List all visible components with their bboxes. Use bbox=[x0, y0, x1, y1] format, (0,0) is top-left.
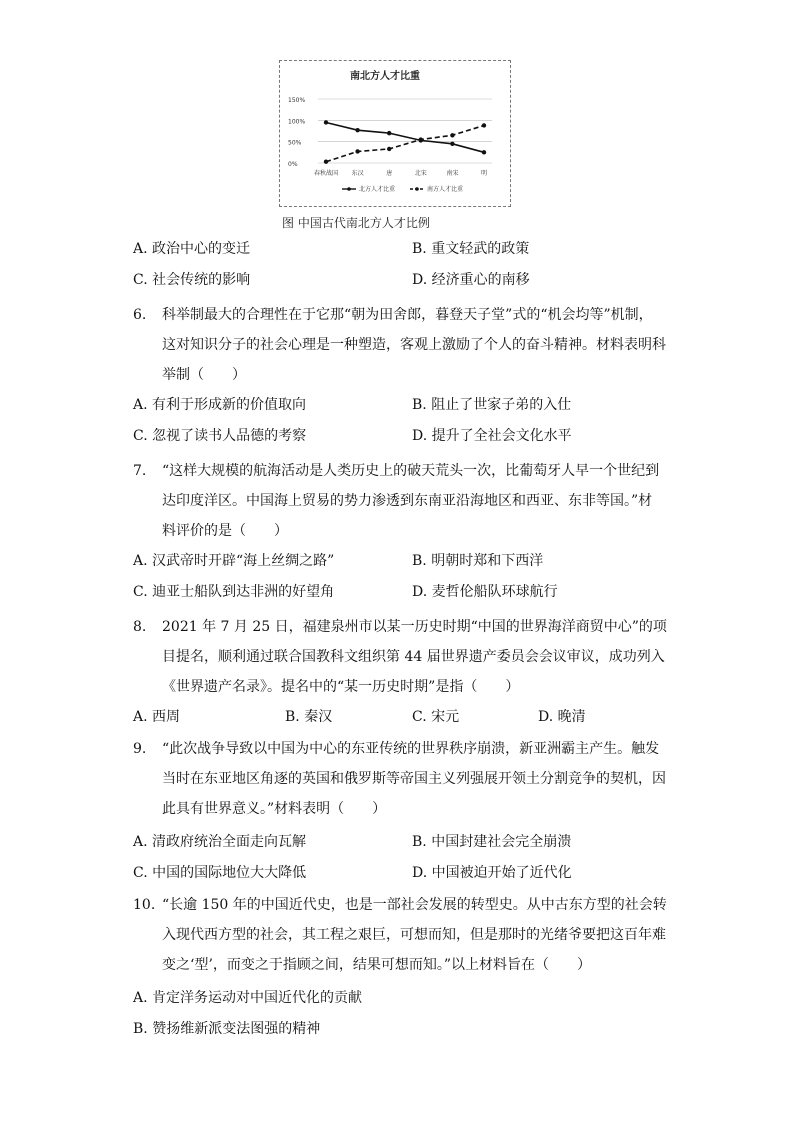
q10-option-a[interactable]: A. 肯定洋务运动对中国近代化的贡献 bbox=[133, 990, 363, 1006]
series-2-point bbox=[355, 149, 359, 153]
q9-number: 9. bbox=[133, 741, 147, 757]
q6-number: 6. bbox=[133, 307, 147, 323]
q8-number: 8. bbox=[133, 619, 147, 635]
q9-option-a[interactable]: A. 清政府统治全面走向瓦解 bbox=[133, 834, 307, 850]
q7-line-1: “这样大规模的航海活动是人类历史上的破天荒头一次，比葡萄牙人早一个世纪到 bbox=[162, 463, 660, 479]
q8-option-d[interactable]: D. 晚清 bbox=[538, 709, 586, 725]
q7-line-2: 达印度洋区。中国海上贸易的势力渗透到东南亚沿海地区和西亚、东非等国。”材 bbox=[162, 493, 653, 509]
q7-option-c[interactable]: C. 迪亚士船队到达非洲的好望角 bbox=[133, 584, 335, 600]
series-1-point bbox=[450, 142, 454, 146]
series-2-point bbox=[324, 160, 328, 164]
q10-line-2: 入现代西方型的社会，其工程之艰巨，可想而知，但是那时的光绪爷要把这百年难 bbox=[162, 927, 666, 943]
q7-option-d[interactable]: D. 麦哲伦船队环球航行 bbox=[412, 584, 558, 600]
q9-stem bbox=[162, 734, 666, 824]
chart-caption: 图 中国古代南北方人才比例 bbox=[282, 216, 430, 230]
q9-option-c[interactable]: C. 中国的国际地位大大降低 bbox=[133, 865, 307, 881]
talent-ratio-chart bbox=[279, 60, 511, 207]
legend-marker-1 bbox=[347, 187, 351, 191]
series-1-point bbox=[482, 150, 486, 154]
q8-option-c[interactable]: C. 宋元 bbox=[412, 709, 460, 725]
x-tick-label: 东汉 bbox=[351, 170, 364, 177]
q6-line-3: 举制（ ） bbox=[162, 367, 246, 383]
q5-option-b[interactable]: B. 重文轻武的政策 bbox=[412, 241, 530, 257]
y-tick-label: 150% bbox=[288, 97, 306, 104]
series-2-point bbox=[419, 137, 423, 141]
x-tick-label: 明 bbox=[480, 170, 488, 177]
legend-label-2: 南方人才比重 bbox=[427, 186, 464, 193]
q9-line-3: 此具有世界意义。”材料表明（ ） bbox=[162, 801, 387, 817]
q7-line-3: 料评价的是（ ） bbox=[162, 523, 288, 539]
q8-stem bbox=[162, 612, 667, 702]
q10-stem bbox=[162, 890, 667, 980]
q7-option-a[interactable]: A. 汉武帝时开辟“海上丝绸之路” bbox=[133, 553, 335, 569]
y-tick-label: 100% bbox=[288, 118, 306, 126]
q8-option-b[interactable]: B. 秦汉 bbox=[285, 709, 333, 725]
q9-option-d[interactable]: D. 中国被迫开始了近代化 bbox=[412, 865, 572, 881]
series-line-1 bbox=[326, 122, 484, 152]
q9-line-2: 当时在东亚地区角逐的英国和俄罗斯等帝国主义列强展开领土分割竞争的契机，因 bbox=[162, 771, 666, 787]
q7-stem bbox=[162, 456, 662, 546]
q7-option-b[interactable]: B. 明朝时郑和下西洋 bbox=[412, 553, 544, 569]
q10-option-b[interactable]: B. 赞扬维新派变法图强的精神 bbox=[133, 1021, 321, 1037]
series-1-point bbox=[324, 120, 328, 124]
series-line-2 bbox=[326, 125, 484, 161]
q7-number: 7. bbox=[133, 463, 147, 479]
q10-line-3: 变之‘型’，而变之于指顾之间，结果可想而知。”以上材料旨在（ ） bbox=[162, 957, 592, 973]
y-tick-label: 0% bbox=[288, 161, 298, 168]
q10-line-1: “长逾 150 年的中国近代史，也是一部社会发展的转型史。从中古东方型的社会转 bbox=[162, 897, 667, 913]
q5-option-c[interactable]: C. 社会传统的影响 bbox=[133, 272, 251, 288]
q8-line-1: 2021 年 7 月 25 日，福建泉州市以某一历史时期“中国的世界海洋商贸中心”的项 bbox=[162, 619, 667, 635]
series-2-point bbox=[387, 147, 391, 151]
q6-option-b[interactable]: B. 阻止了世家子弟的入仕 bbox=[412, 397, 572, 413]
q8-line-2: 目提名，顺利通过联合国教科文组织第 44 届世界遗产委员会会议审议，成功列入 bbox=[162, 649, 665, 665]
x-tick-label: 春秋战国 bbox=[313, 170, 339, 177]
series-1-point bbox=[387, 131, 391, 135]
q5-option-a[interactable]: A. 政治中心的变迁 bbox=[133, 241, 251, 257]
chart-svg bbox=[280, 61, 510, 206]
q6-option-d[interactable]: D. 提升了全社会文化水平 bbox=[412, 428, 572, 444]
q8-option-a[interactable]: A. 西周 bbox=[133, 709, 181, 725]
q9-option-b[interactable]: B. 中国封建社会完全崩溃 bbox=[412, 834, 572, 850]
q6-stem bbox=[162, 300, 666, 390]
q6-line-2: 这对知识分子的社会心理是一种塑造，客观上激励了个人的奋斗精神。材料表明科 bbox=[162, 337, 666, 353]
q6-option-c[interactable]: C. 忽视了读书人品德的考察 bbox=[133, 428, 307, 444]
q9-line-1: “此次战争导致以中国为中心的东亚传统的世界秩序崩溃，新亚洲霸主产生。触发 bbox=[162, 741, 660, 757]
q6-line-1: 科举制最大的合理性在于它那“朝为田舍郎，暮登天子堂”式的“机会均等”机制， bbox=[162, 307, 653, 323]
q6-option-a[interactable]: A. 有利于形成新的价值取向 bbox=[133, 397, 307, 413]
q10-number: 10. bbox=[133, 897, 156, 913]
series-1-point bbox=[355, 128, 359, 132]
y-tick-label: 50% bbox=[288, 139, 302, 147]
series-2-point bbox=[450, 133, 454, 137]
q5-option-d[interactable]: D. 经济重心的南移 bbox=[412, 272, 530, 288]
chart-title: 南北方人才比重 bbox=[350, 71, 420, 82]
legend-label-1: 北方人才比重 bbox=[359, 186, 396, 193]
x-tick-label: 南宋 bbox=[446, 170, 459, 177]
series-2-point bbox=[482, 123, 486, 127]
x-tick-label: 唐 bbox=[386, 170, 393, 177]
x-tick-label: 北宋 bbox=[414, 170, 427, 177]
legend-marker-2 bbox=[415, 187, 419, 191]
q8-line-3: 《世界遗产名录》。提名中的“某一历史时期”是指（ ） bbox=[162, 679, 520, 695]
